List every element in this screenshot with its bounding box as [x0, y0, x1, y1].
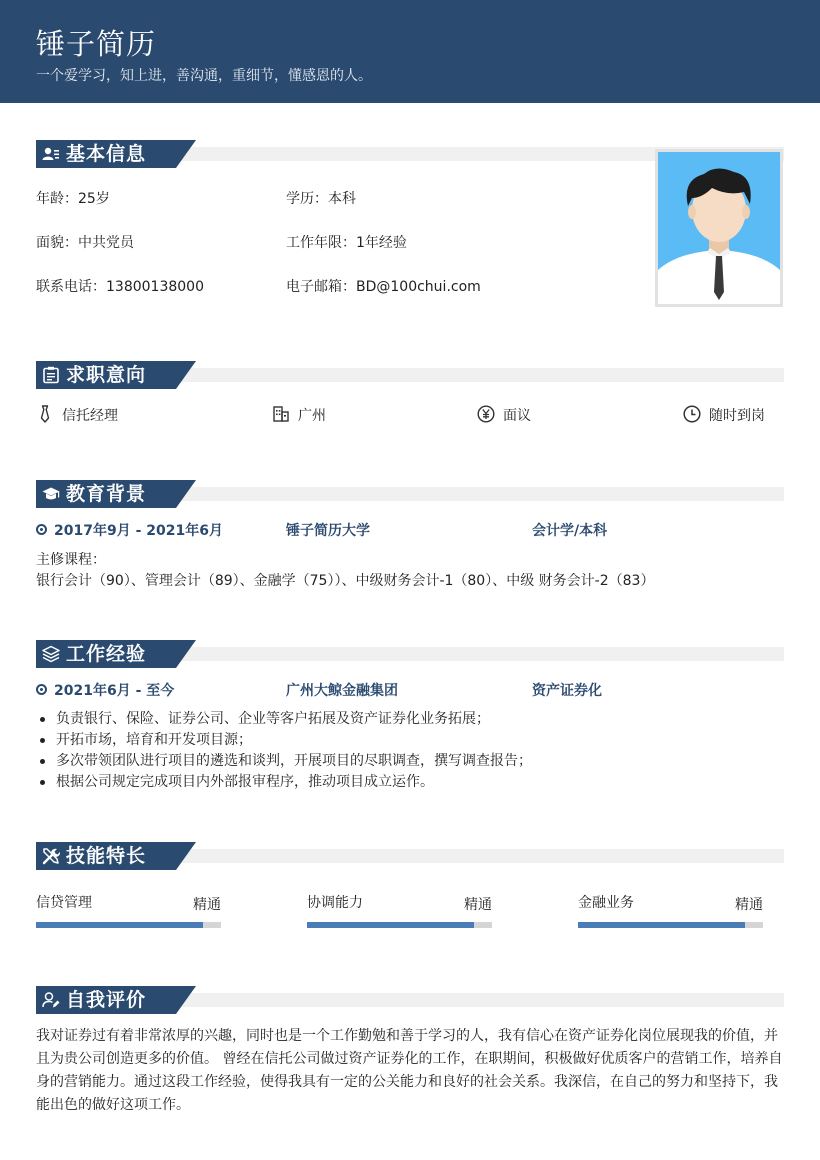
- work-period: 2021年6月 - 至今: [54, 683, 175, 699]
- building-icon: [272, 405, 290, 423]
- email-field: 电子邮箱：BD@100chui.com: [286, 279, 481, 295]
- skill-bar: [36, 922, 221, 928]
- tools-icon: [42, 847, 60, 865]
- work-company: 广州大鲸金融集团: [286, 683, 398, 699]
- section-header-education: [36, 480, 784, 508]
- resume-name: 锤子简历: [36, 27, 157, 61]
- skill-item: [578, 892, 763, 932]
- list-item: 负责银行、保险、证券公司、企业等客户拓展及资产证券化业务拓展；: [36, 709, 532, 730]
- courses-label: 主修课程：: [36, 552, 106, 568]
- skill-bar-fill: [307, 922, 474, 928]
- clock-icon: [683, 405, 701, 423]
- section-title: 求职意向: [66, 364, 147, 386]
- timeline-dot-icon: [36, 684, 47, 695]
- skill-name: 金融业务: [578, 895, 634, 911]
- yen-coin-icon: [477, 405, 495, 423]
- timeline-dot-icon: [36, 524, 47, 535]
- education-field: 学历：本科: [286, 191, 356, 207]
- skill-name: 协调能力: [307, 895, 363, 911]
- skill-level: 精通: [193, 897, 221, 913]
- skill-item: [307, 892, 492, 932]
- avatar: [655, 149, 783, 307]
- layers-icon: [42, 645, 60, 663]
- intent-city-label: 广州: [298, 408, 326, 424]
- list-item: 开拓市场，培育和开发项目源；: [36, 730, 532, 751]
- tie-icon: [36, 405, 54, 423]
- courses-list: 银行会计（90）、管理会计（89）、金融学（75））、中级财务会计-1（80）、中级 财务会计-2（83）: [36, 573, 655, 589]
- intent-arrival-label: 随时到岗: [709, 408, 765, 424]
- graduation-cap-icon: [42, 485, 60, 503]
- section-title: 基本信息: [66, 143, 147, 165]
- user-edit-icon: [42, 991, 60, 1009]
- work-years-field: 工作年限：1年经验: [286, 235, 407, 251]
- education-school: 锤子简历大学: [286, 523, 370, 539]
- phone-field: 联系电话：13800138000: [36, 279, 204, 295]
- skill-name: 信贷管理: [36, 895, 92, 911]
- section-title: 教育背景: [66, 483, 147, 505]
- work-duties-list: [36, 709, 532, 793]
- section-title: 技能特长: [66, 845, 147, 867]
- section-header-self-evaluation: [36, 986, 784, 1014]
- clipboard-icon: [42, 366, 60, 384]
- section-header-work: [36, 640, 784, 668]
- user-card-icon: [42, 145, 60, 163]
- list-item: 多次带领团队进行项目的遴选和谈判，开展项目的尽职调查，撰写调查报告；: [36, 751, 532, 772]
- skill-bar-fill: [36, 922, 203, 928]
- education-major: 会计学/本科: [532, 523, 608, 539]
- skill-bar: [307, 922, 492, 928]
- self-evaluation-text: 我对证券过有着非常浓厚的兴趣，同时也是一个工作勤勉和善于学习的人，我有信心在资产证券化岗位展现我的价值，并且为贵公司创造更多的价值。 曾经在信托公司做过资产证券化的工作，在职期间，积极做好优质客户的营销工作，培养自身的营销能力。通过这段工作经验，使得我具有一定的公关能力和良好的社会关系。我深信，在自己的努力和坚持下，我能出色的做好这项工作。: [36, 1028, 783, 1113]
- intent-position-label: 信托经理: [62, 408, 118, 424]
- education-period: 2017年9月 - 2021年6月: [54, 523, 223, 539]
- skill-bar-fill: [578, 922, 745, 928]
- resume-motto: 一个爱学习，知上进，善沟通，重细节，懂感恩的人。: [36, 68, 372, 84]
- skill-level: 精通: [735, 897, 763, 913]
- intent-salary-label: 面议: [503, 408, 531, 424]
- list-item: 根据公司规定完成项目内外部报审程序，推动项目成立运作。: [36, 772, 532, 793]
- section-header-job-intent: [36, 361, 784, 389]
- section-header-skills: [36, 842, 784, 870]
- politics-field: 面貌：中共党员: [36, 235, 134, 251]
- skill-bar: [578, 922, 763, 928]
- skill-item: [36, 892, 221, 932]
- section-title: 工作经验: [66, 643, 147, 665]
- header-banner: [0, 0, 820, 103]
- work-role: 资产证券化: [532, 683, 602, 699]
- skill-level: 精通: [464, 897, 492, 913]
- age-field: 年龄：25岁: [36, 191, 110, 207]
- section-title: 自我评价: [66, 989, 147, 1011]
